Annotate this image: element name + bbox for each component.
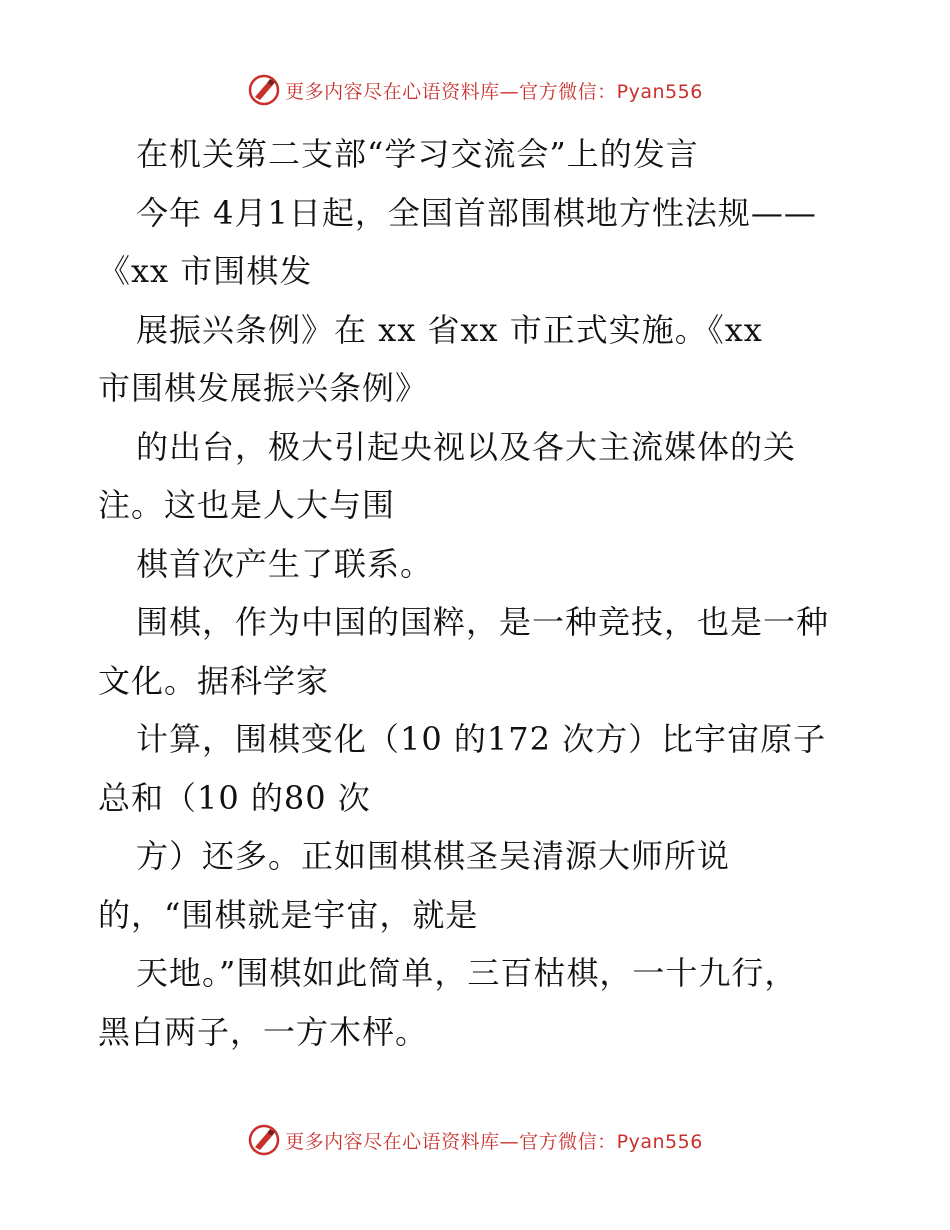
- text-line: 的，“围棋就是宇宙，就是: [98, 895, 479, 934]
- text-line: 市围棋发展振兴条例》: [98, 369, 429, 407]
- text-line: 展振兴条例》在 xx 省xx 市正式实施。《xx: [136, 310, 763, 349]
- text-line: 《xx 市围棋发: [98, 252, 313, 290]
- text-line: 的出台，极大引起央视以及各大主流媒体的关: [136, 427, 797, 466]
- text-line: 围棋，作为中国的国粹，是一种竞技，也是一种: [136, 603, 830, 641]
- header-watermark: [0, 70, 950, 110]
- pen-seal-icon: [247, 73, 281, 107]
- watermark-text: 更多内容尽在心语资料库—官方微信：Pyan556: [285, 80, 703, 103]
- text-line: 方）还多。正如围棋棋圣吴清源大师所说: [136, 837, 731, 875]
- text-line: 注。这也是人大与围: [98, 486, 396, 524]
- text-line: 今年 4月1日起，全国首部围棋地方性法规——: [136, 193, 817, 232]
- text-line: 在机关第二支部“学习交流会”上的发言: [136, 135, 699, 173]
- watermark-text: 更多内容尽在心语资料库—官方微信：Pyan556: [285, 1130, 703, 1153]
- footer-watermark: [0, 1120, 950, 1160]
- text-line: 天地。”围棋如此简单，三百枯棋，一十九行，: [136, 954, 798, 992]
- text-line: 文化。据科学家: [98, 661, 330, 700]
- document-body: [98, 125, 878, 1061]
- text-line: 计算，围棋变化（10 的172 次方）比宇宙原子: [136, 720, 827, 758]
- text-line: 总和（10 的80 次: [98, 778, 371, 817]
- text-line: 黑白两子，一方木枰。: [98, 1012, 429, 1051]
- text-line: 棋首次产生了联系。: [136, 544, 434, 583]
- pen-seal-icon: [247, 1123, 281, 1157]
